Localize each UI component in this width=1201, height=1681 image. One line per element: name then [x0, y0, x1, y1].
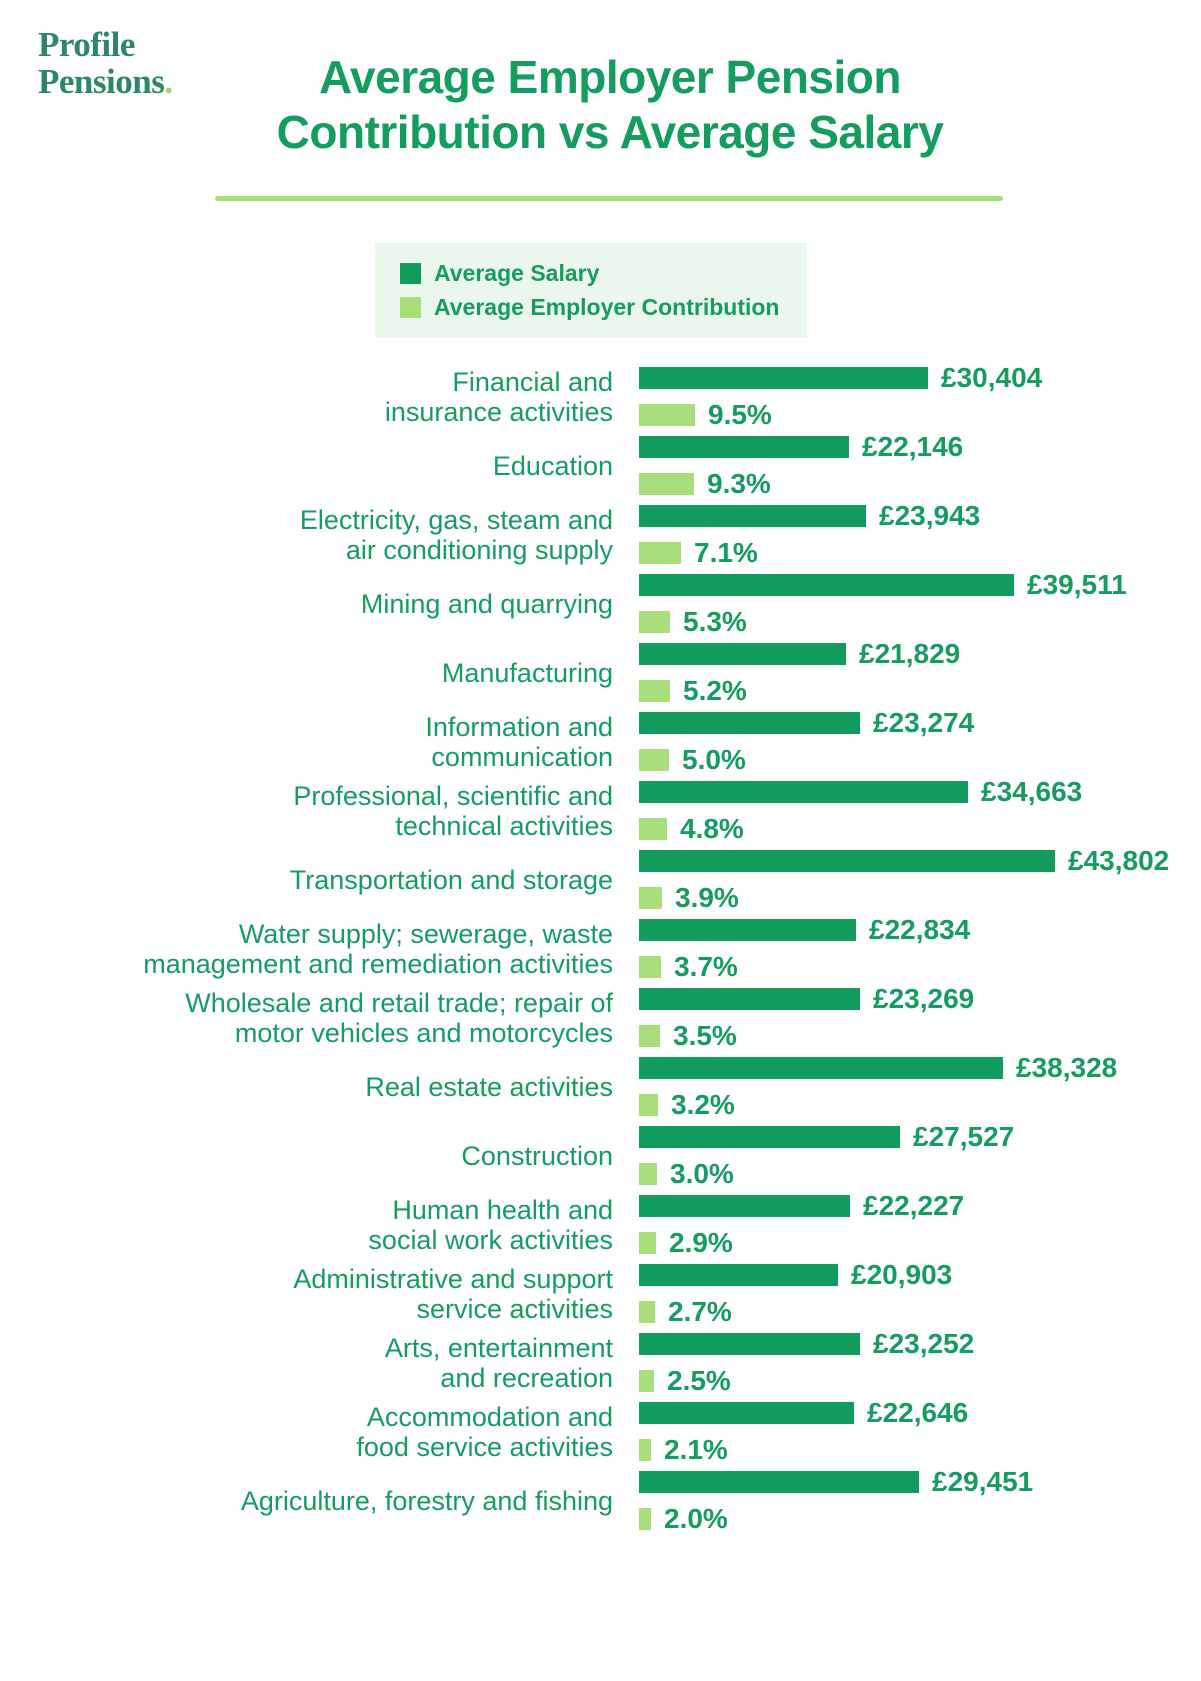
salary-value-label: £22,146	[862, 431, 964, 462]
category-label: Human health and social work activities	[368, 1194, 613, 1255]
category-label: Administrative and support service activities	[293, 1263, 613, 1324]
salary-bar	[639, 919, 856, 941]
salary-value-label: £23,252	[873, 1328, 975, 1359]
contribution-bar	[639, 542, 681, 564]
salary-bar	[639, 850, 1055, 872]
salary-bar	[639, 505, 866, 527]
contribution-bar	[639, 611, 670, 633]
legend-label: Average Employer Contribution	[434, 294, 780, 320]
contribution-value-label: 5.0%	[682, 744, 746, 775]
salary-value-label: £22,646	[867, 1397, 969, 1428]
chart-row	[0, 707, 1201, 776]
contribution-bar	[639, 680, 670, 702]
contribution-bar	[639, 473, 694, 495]
salary-bar	[639, 367, 928, 389]
chart-row	[0, 431, 1201, 500]
contribution-value-label: 2.1%	[664, 1434, 728, 1465]
chart-row	[0, 500, 1201, 569]
contribution-value-label: 4.8%	[680, 813, 744, 844]
category-label: Arts, entertainment and recreation	[384, 1332, 613, 1393]
contribution-value-label: 2.0%	[664, 1503, 728, 1534]
chart-row	[0, 1121, 1201, 1190]
contribution-value-label: 3.2%	[671, 1089, 735, 1120]
chart-row	[0, 983, 1201, 1052]
salary-bar	[639, 1471, 919, 1493]
salary-bar	[639, 1264, 838, 1286]
contribution-bar	[639, 818, 667, 840]
salary-bar	[639, 643, 846, 665]
contribution-value-label: 2.7%	[668, 1296, 732, 1327]
contribution-bar	[639, 404, 695, 426]
chart-row	[0, 569, 1201, 638]
category-label: Financial and insurance activities	[384, 366, 613, 427]
contribution-bar	[639, 956, 661, 978]
salary-bar	[639, 1057, 1003, 1079]
chart-row	[0, 362, 1201, 431]
category-label: Mining and quarrying	[360, 588, 613, 619]
legend-item-average-employer-contribution	[400, 294, 797, 321]
page-title	[150, 50, 1070, 160]
contribution-value-label: 5.3%	[683, 606, 747, 637]
chart-row	[0, 638, 1201, 707]
contribution-value-label: 3.9%	[675, 882, 739, 913]
category-label: Transportation and storage	[289, 864, 613, 895]
category-label: Wholesale and retail trade; repair of motor vehicles and motorcycles	[185, 987, 613, 1048]
salary-value-label: £21,829	[859, 638, 961, 669]
contribution-value-label: 3.7%	[674, 951, 738, 982]
contribution-bar	[639, 749, 669, 771]
salary-bar	[639, 1333, 860, 1355]
salary-value-label: £22,834	[869, 914, 971, 945]
category-label: Information and communication	[425, 711, 613, 772]
contribution-value-label: 5.2%	[683, 675, 747, 706]
title-divider	[215, 196, 1003, 201]
chart-row	[0, 1328, 1201, 1397]
contribution-bar	[639, 1163, 657, 1185]
salary-bar	[639, 436, 849, 458]
category-label: Real estate activities	[365, 1071, 613, 1102]
salary-bar	[639, 988, 860, 1010]
salary-value-label: £43,802	[1068, 845, 1170, 876]
salary-value-label: £39,511	[1027, 569, 1127, 600]
contribution-bar	[639, 1370, 654, 1392]
chart-row	[0, 776, 1201, 845]
salary-bar	[639, 712, 860, 734]
salary-value-label: £23,943	[879, 500, 981, 531]
salary-value-label: £27,527	[913, 1121, 1015, 1152]
contribution-bar	[639, 1301, 655, 1323]
salary-swatch-icon	[400, 263, 421, 284]
chart-row	[0, 845, 1201, 914]
salary-value-label: £29,451	[932, 1466, 1034, 1497]
page-title-line-2: Contribution vs Average Salary	[276, 106, 944, 158]
salary-value-label: £34,663	[981, 776, 1083, 807]
category-label: Construction	[461, 1140, 613, 1171]
salary-value-label: £30,404	[941, 362, 1043, 393]
chart-row	[0, 914, 1201, 983]
category-label: Manufacturing	[441, 657, 613, 688]
salary-bar	[639, 1402, 854, 1424]
contribution-value-label: 2.9%	[669, 1227, 733, 1258]
chart-row	[0, 1466, 1201, 1535]
logo-line-2: Pensions.	[38, 62, 173, 101]
contribution-value-label: 9.3%	[707, 468, 771, 499]
contribution-bar	[639, 887, 662, 909]
category-label: Education	[492, 450, 613, 481]
contribution-value-label: 2.5%	[667, 1365, 731, 1396]
salary-value-label: £38,328	[1016, 1052, 1118, 1083]
logo-dot: .	[164, 62, 173, 101]
chart-legend	[375, 243, 807, 338]
salary-bar	[639, 781, 968, 803]
category-label: Professional, scientific and technical activities	[293, 780, 613, 841]
category-label: Agriculture, forestry and fishing	[240, 1485, 613, 1516]
legend-item-average-salary	[400, 260, 797, 287]
logo-line-1: Profile	[38, 25, 135, 64]
contribution-bar	[639, 1508, 651, 1530]
category-label: Water supply; sewerage, waste management and remediation activities	[143, 918, 613, 979]
contribution-value-label: 3.0%	[670, 1158, 734, 1189]
salary-bar	[639, 1126, 900, 1148]
salary-bar	[639, 1195, 850, 1217]
contribution-swatch-icon	[400, 297, 421, 318]
salary-value-label: £20,903	[851, 1259, 953, 1290]
contribution-bar	[639, 1094, 658, 1116]
category-label: Electricity, gas, steam and air conditioning supply	[299, 504, 613, 565]
contribution-value-label: 7.1%	[694, 537, 758, 568]
chart-row	[0, 1190, 1201, 1259]
salary-value-label: £22,227	[863, 1190, 965, 1221]
salary-value-label: £23,269	[873, 983, 975, 1014]
chart-row	[0, 1397, 1201, 1466]
contribution-value-label: 3.5%	[673, 1020, 737, 1051]
chart-row	[0, 1052, 1201, 1121]
contribution-bar	[639, 1232, 656, 1254]
chart-row	[0, 1259, 1201, 1328]
legend-label: Average Salary	[434, 260, 600, 286]
category-label: Accommodation and food service activities	[356, 1401, 613, 1462]
bar-chart	[0, 362, 1201, 1535]
salary-bar	[639, 574, 1014, 596]
salary-value-label: £23,274	[873, 707, 975, 738]
page-title-line-1: Average Employer Pension	[319, 51, 901, 103]
contribution-bar	[639, 1025, 660, 1047]
contribution-value-label: 9.5%	[708, 399, 772, 430]
contribution-bar	[639, 1439, 651, 1461]
